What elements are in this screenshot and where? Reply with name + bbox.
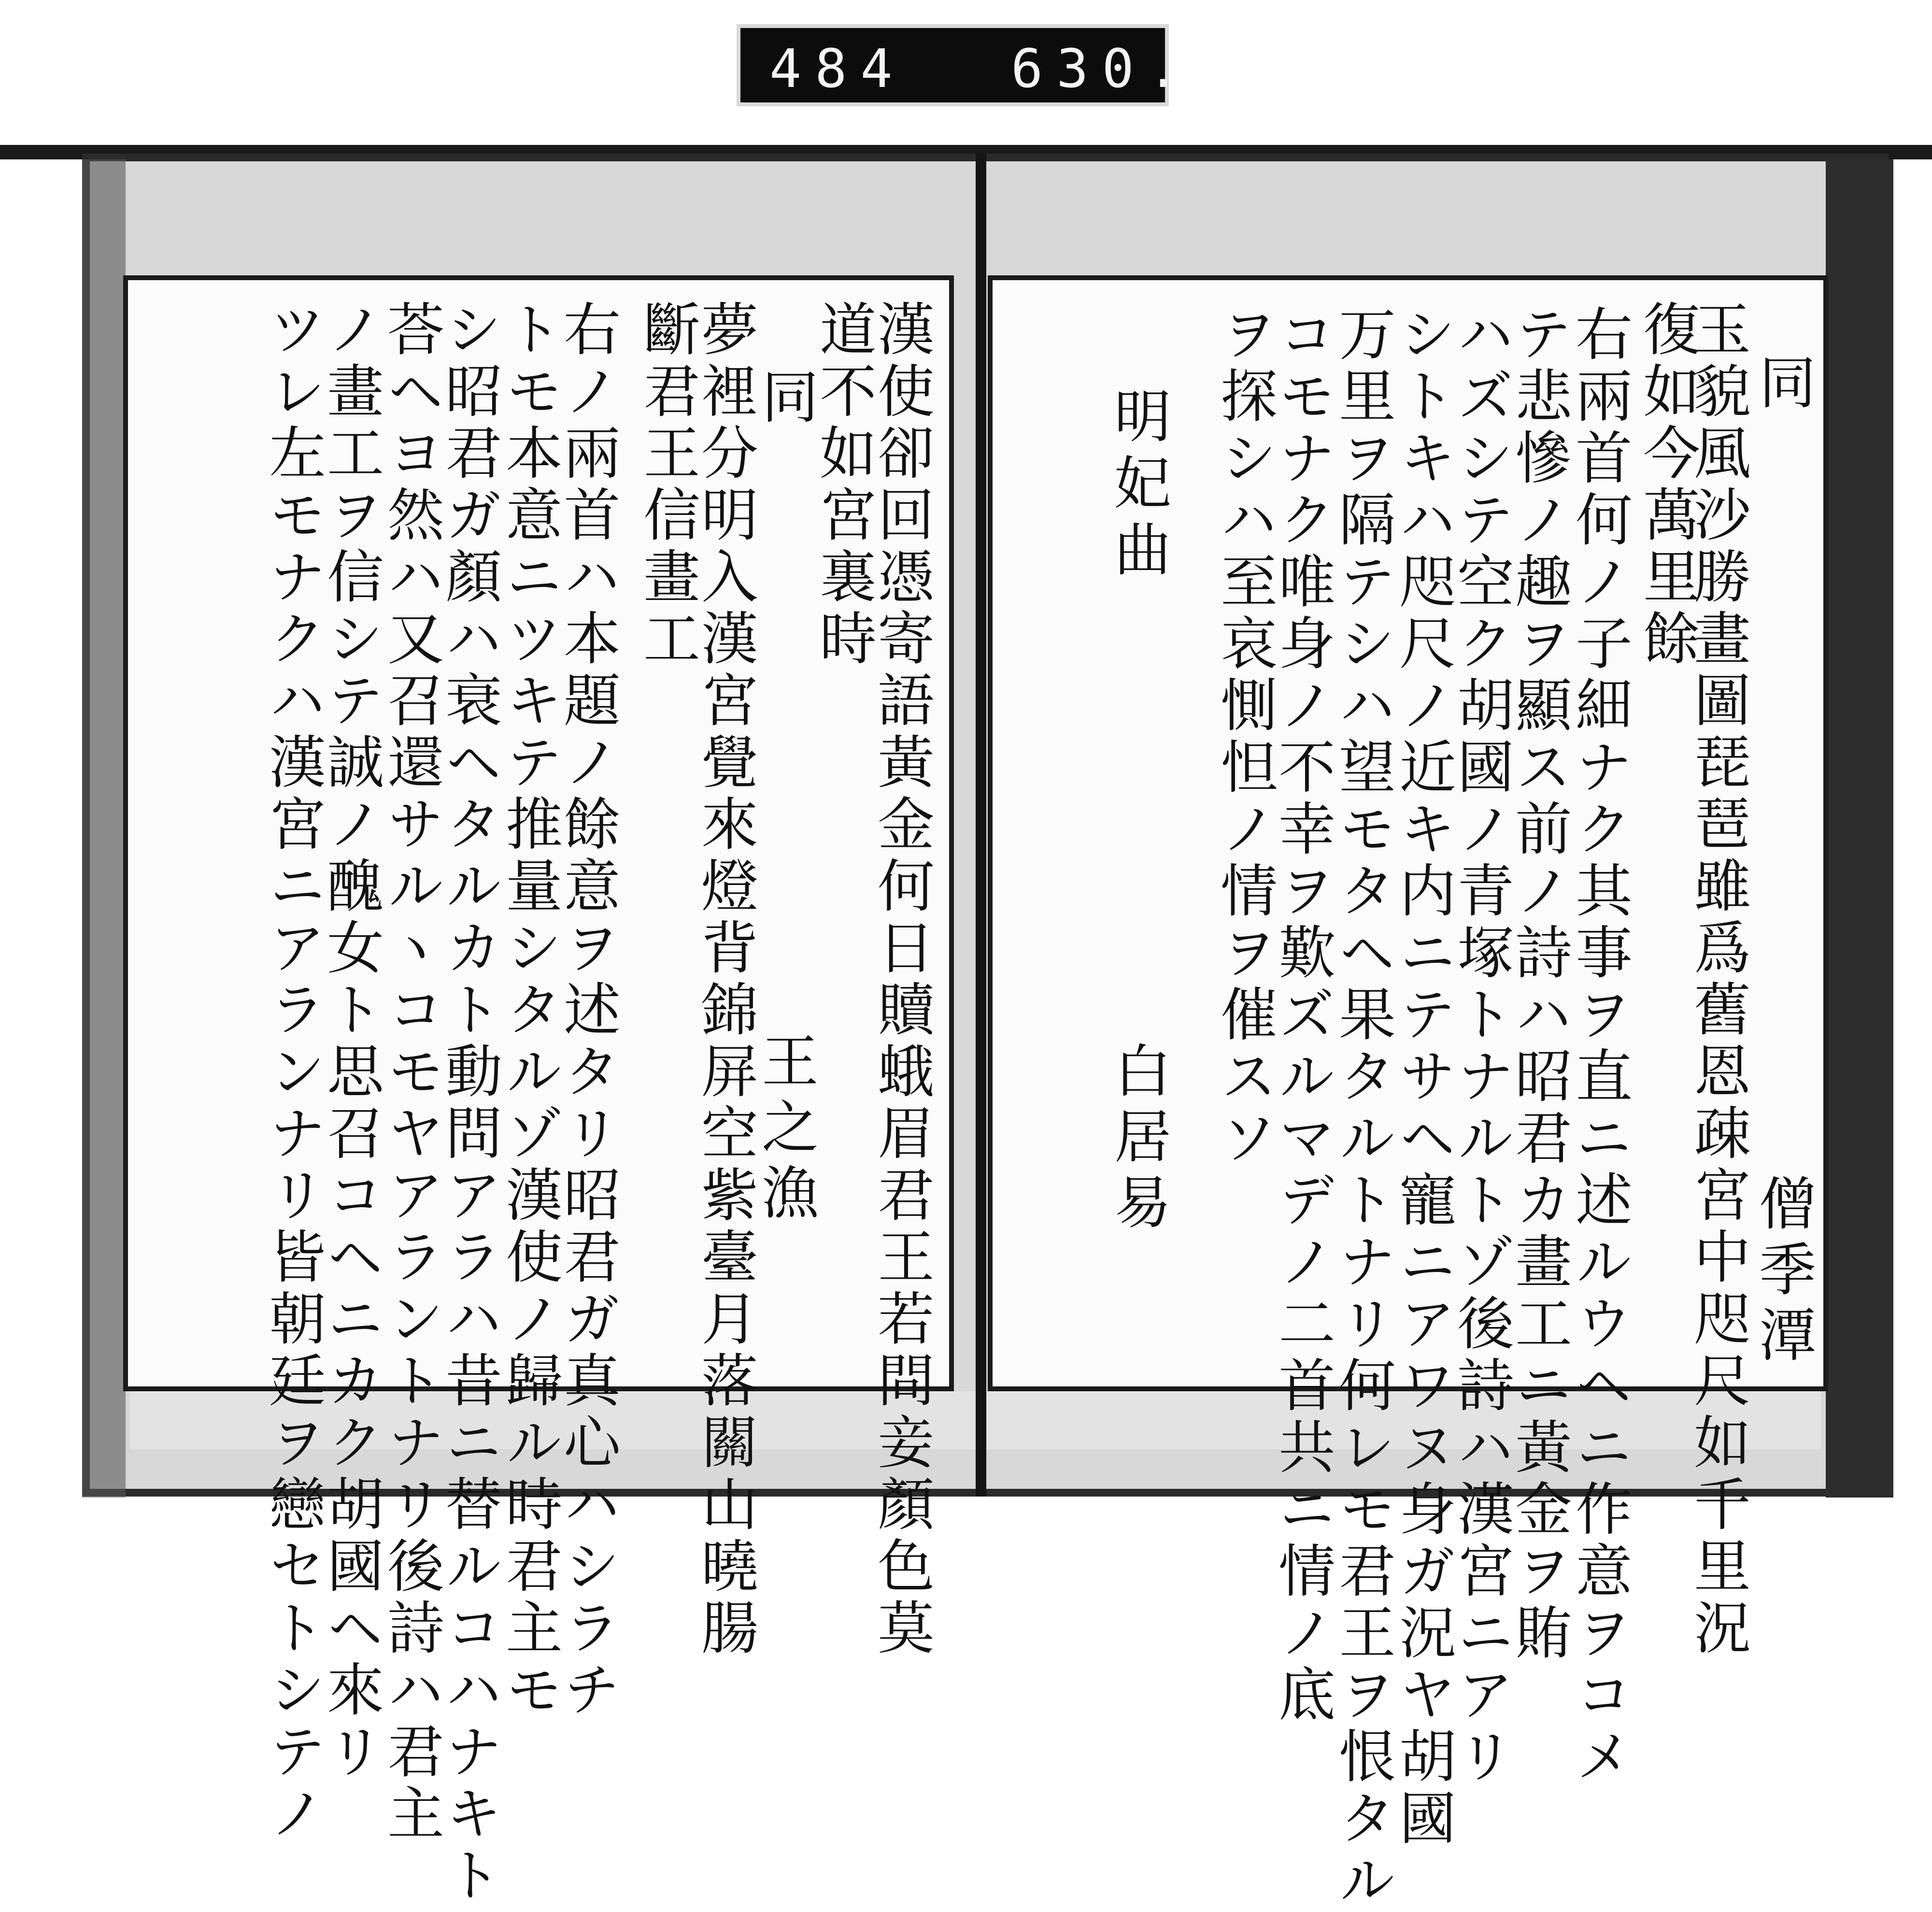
verse-line: 復如今萬里餘 (1634, 300, 1700, 671)
verse-line: 漢使卻回憑寄語黃金何日贖蛾眉君王若問妾顏色莫 (868, 300, 935, 1660)
commentary-line: ヲ探シハ至哀惻怛ノ情ヲ催スソ (1211, 304, 1278, 1170)
poem-author: 王之漁 (752, 1031, 819, 1228)
commentary-line: 右ノ兩首ハ本題ノ餘意ヲ述タリ昭君ガ真心ハシラチ (554, 300, 621, 1722)
frame-number-left: 484 (769, 38, 906, 100)
right-page (988, 275, 1828, 1912)
poem-title: 同 (752, 367, 819, 434)
poem-title: 同 (1749, 353, 1816, 419)
commentary-line: シ昭君ガ顏ハ衰ヘタルカト動問アラハ昔ニ替ルコハナキト (436, 300, 502, 1907)
verse-line: 夢裡分明入漢宮覺來燈背錦屏空紫臺月落關山曉腸 (692, 300, 758, 1660)
poem-title: 明妃曲 (1105, 386, 1171, 586)
commentary-line: 右兩首何ノ子細ナク其事ヲ直ニ述ルウヘニ作意ヲコメ (1566, 304, 1633, 1788)
poem-author: 白居易 (1105, 1041, 1171, 1238)
commentary-line: トモ本意ニツキテ推量シタルゾ漢使ノ歸ル時君主モ (496, 300, 563, 1722)
commentary-line: シトキハ咫尺ノ近キ内ニテサヘ寵ニアワヌ身ガ況ヤ胡國 (1390, 304, 1456, 1850)
book-edge-left (82, 159, 126, 1498)
poem-author: 僧季潭 (1749, 1174, 1816, 1371)
left-page (123, 275, 954, 1907)
commentary-line: 荅ヘヨ然ハ又召還サルヽコモヤアラントナリ後詩ハ君主 (378, 300, 444, 1845)
book-edge-right (1826, 159, 1893, 1498)
commentary-line: ツレ左モナクハ漢宮ニアランナリ皆朝廷ヲ戀セトシテノ (259, 300, 326, 1845)
commentary-line: テ悲慘ノ趣ヲ顯ス前ノ詩ハ昭君カ畫工ニ黃金ヲ賄 (1506, 304, 1572, 1665)
book-spine (976, 154, 986, 1497)
verse-line: 道不如宮裏時 (810, 300, 877, 671)
verse-line: 斷君王信畫工 (634, 300, 700, 671)
commentary-line: 万里ヲ隔テシハ望モタヘ果タルトナリ何レモ君王ヲ恨タル (1329, 304, 1396, 1912)
commentary-line: ノ畫工ヲ信シテ誠ノ醜女ト思召コヘニカク胡國ヘ來リ (317, 300, 384, 1784)
commentary-line: コモナク唯身ノ不幸ヲ歎ズルマデノ二首共ニ情ノ底 (1269, 304, 1335, 1727)
frame-number-right: 630. (1011, 38, 1193, 100)
verse-line: 玉貌風沙勝畫圖琵琶雖爲舊恩疎宮中咫尺如千里況 (1684, 300, 1751, 1660)
film-frame-counter (737, 24, 1193, 106)
commentary-line: ハズシテ空ク胡國ノ青塚トナルトゾ後詩ハ漢宮ニアリ (1448, 304, 1514, 1788)
